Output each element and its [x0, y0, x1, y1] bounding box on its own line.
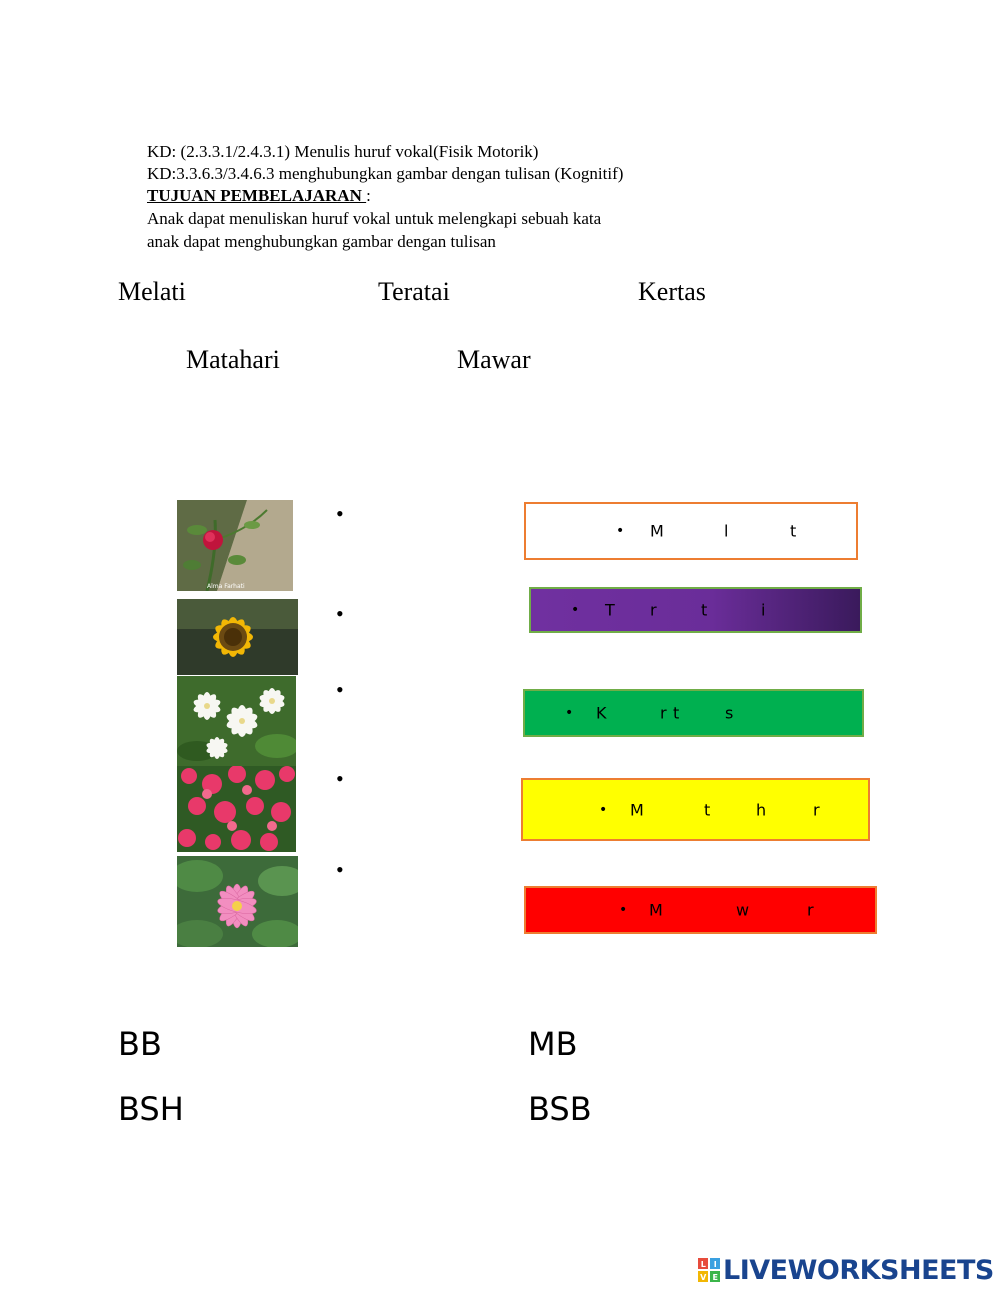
- letter: w: [736, 900, 750, 920]
- score-bsb[interactable]: BSB: [528, 1090, 592, 1128]
- word-box-mawar[interactable]: [524, 886, 877, 934]
- word-bank-item: Mawar: [457, 345, 531, 374]
- lotus-image: [177, 856, 298, 947]
- letter: h: [756, 800, 767, 819]
- letter: K: [596, 703, 607, 723]
- letter: r: [650, 600, 657, 620]
- kd-motor-line: KD: (2.3.3.1/2.4.3.1) Menulis huruf vokal(Fisik Motorik): [147, 142, 539, 161]
- box-bullet: •: [571, 602, 580, 618]
- letter: r: [660, 703, 667, 723]
- letter: M: [650, 521, 664, 541]
- letter: t: [704, 800, 711, 819]
- word-box-kertas[interactable]: [523, 689, 864, 737]
- red-rose-image: [177, 500, 293, 591]
- letter: r: [813, 800, 820, 819]
- score-mb[interactable]: MB: [528, 1025, 578, 1063]
- svg-text:I: I: [713, 1260, 717, 1269]
- letter: r: [807, 900, 814, 920]
- tujuan-heading: [147, 185, 371, 207]
- box-bullet: •: [619, 902, 628, 918]
- sunflower-image: [177, 599, 298, 675]
- liveworksheets-logo-icon: [698, 1258, 720, 1282]
- tujuan-colon: :: [366, 186, 371, 205]
- match-point[interactable]: •: [336, 601, 344, 626]
- match-point[interactable]: •: [336, 501, 344, 526]
- box-bullet: •: [616, 523, 625, 539]
- letter: t: [701, 600, 708, 620]
- word-box-melati[interactable]: [524, 502, 858, 560]
- letter: s: [725, 703, 734, 723]
- bougainvillea-image: [177, 766, 296, 852]
- letter: M: [649, 900, 663, 920]
- match-point[interactable]: •: [336, 677, 344, 702]
- score-bb[interactable]: BB: [118, 1025, 162, 1063]
- goal-line-1: Anak dapat menuliskan huruf vokal untuk melengkapi sebuah kata: [147, 209, 602, 228]
- word-bank-item: Matahari: [186, 345, 280, 374]
- image-caption: Alma Farhati: [207, 583, 245, 590]
- svg-text:V: V: [700, 1273, 706, 1282]
- svg-text:E: E: [712, 1273, 718, 1282]
- letter: t: [790, 521, 797, 541]
- goal-line-2: anak dapat menghubungkan gambar dengan tulisan: [147, 232, 496, 251]
- match-point[interactable]: •: [336, 766, 344, 791]
- letter: T: [605, 600, 615, 620]
- match-point[interactable]: •: [336, 857, 344, 882]
- letter: l: [724, 521, 729, 541]
- word-bank-item: Melati: [118, 277, 186, 306]
- tujuan-title: TUJUAN PEMBELAJARAN: [147, 186, 367, 205]
- word-bank-item: Kertas: [638, 277, 706, 306]
- word-bank-item: Teratai: [378, 277, 450, 306]
- jasmine-image: [177, 676, 296, 766]
- liveworksheets-logo: [698, 1255, 994, 1286]
- letter: M: [630, 800, 644, 819]
- box-bullet: •: [599, 801, 608, 818]
- word-box-matahari[interactable]: [521, 778, 870, 841]
- box-bullet: •: [565, 705, 574, 721]
- score-bsh[interactable]: BSH: [118, 1090, 184, 1128]
- svg-text:L: L: [700, 1260, 706, 1269]
- word-box-teratai[interactable]: [529, 587, 862, 633]
- liveworksheets-logo-text: LIVEWORKSHEETS: [723, 1255, 994, 1286]
- letter: i: [761, 600, 766, 620]
- kd-cognitive-line: KD:3.3.6.3/3.4.6.3 menghubungkan gambar dengan tulisan (Kognitif): [147, 164, 624, 183]
- letter: t: [673, 703, 680, 723]
